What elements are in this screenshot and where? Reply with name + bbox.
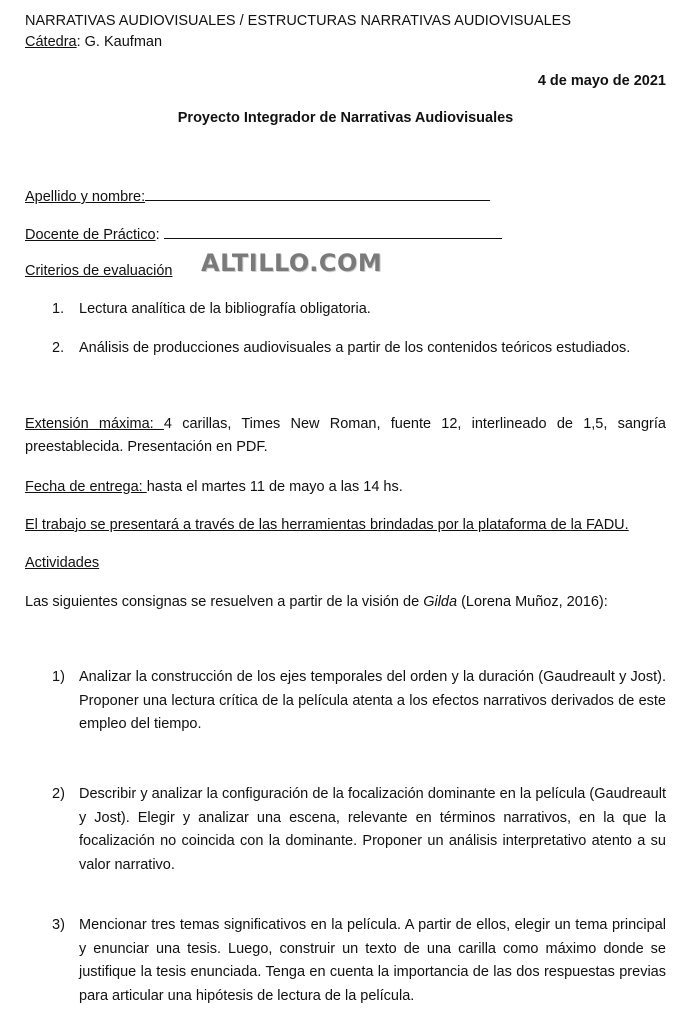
fecha-text: hasta el martes 11 de mayo a las 14 hs. bbox=[146, 479, 403, 495]
activity-number: 3) bbox=[52, 917, 65, 933]
docente-label: Docente de Práctico bbox=[25, 227, 156, 243]
catedra-value: : G. Kaufman bbox=[76, 34, 163, 50]
catedra-label: Cátedra bbox=[25, 34, 77, 50]
document-title: Proyecto Integrador de Narrativas Audiovisuales bbox=[177, 110, 514, 126]
activities-label: Actividades bbox=[25, 555, 100, 571]
apellido-field bbox=[25, 184, 490, 208]
extension-label: Extensión máxima: bbox=[25, 416, 164, 432]
course-header: NARRATIVAS AUDIOVISUALES / ESTRUCTURAS NARRATIVAS AUDIOVISUALES bbox=[25, 13, 572, 29]
activity-number: 1) bbox=[52, 669, 65, 685]
activity-text: Analizar la construcción de los ejes temporales del orden y la duración (Gaudreault y Jost). Proponer una lectura crítica de la película atenta a los efectos narrativos derivados de este empleo del tiempo. bbox=[79, 669, 666, 732]
activity-text: Describir y analizar la configuración de la focalización dominante en la película (Gaudreault y Jost). Elegir y analizar una escena, relevante en términos narrativos, en la que la focalización no coincida con la dominante. Proponer un análisis interpretativo atento a su valor narrativo. bbox=[79, 786, 666, 873]
activity-number: 2) bbox=[52, 786, 65, 802]
intro-film-title: Gilda bbox=[423, 594, 458, 610]
criteria-item-number: 2. bbox=[52, 340, 65, 356]
watermark-logo: ALTILLO.COM bbox=[201, 249, 383, 277]
fecha-label: Fecha de entrega: bbox=[25, 479, 147, 495]
criteria-item-text: Análisis de producciones audiovisuales a partir de los contenidos teóricos estudiados. bbox=[79, 340, 631, 356]
criteria-label: Criterios de evaluación bbox=[25, 263, 173, 279]
intro-before: Las siguientes consignas se resuelven a partir de la visión de bbox=[25, 594, 424, 610]
activity-text: Mencionar tres temas significativos en la película. A partir de ellos, elegir un tema principal y enunciar una tesis. Luego, construir un texto de una carilla como máximo donde se justifique la tesis enunciada. Tenga en cuenta la importancia de las dos respuestas previas para articular una hipótesis de lectura de la película. bbox=[79, 917, 666, 1004]
extension-text: 4 carillas, Times New Roman, fuente 12, interlineado de 1,5, sangría preestablecida. Presentación en PDF. bbox=[25, 416, 666, 455]
docente-field bbox=[25, 222, 502, 246]
extension-paragraph bbox=[25, 413, 666, 459]
catedra-line bbox=[25, 31, 162, 53]
intro-after: (Lorena Muñoz, 2016): bbox=[457, 594, 608, 610]
apellido-label: Apellido y nombre: bbox=[25, 189, 146, 205]
apellido-blank bbox=[145, 184, 490, 201]
docente-blank bbox=[164, 222, 502, 239]
activities-intro bbox=[25, 591, 666, 613]
fecha-paragraph bbox=[25, 476, 403, 498]
criteria-item-number: 1. bbox=[52, 301, 65, 317]
criteria-item-text: Lectura analítica de la bibliografía obligatoria. bbox=[79, 301, 371, 317]
platform-note: El trabajo se presentará a través de las herramientas brindadas por la plataforma de la FADU. bbox=[25, 517, 629, 533]
document-date: 4 de mayo de 2021 bbox=[537, 73, 666, 89]
docente-colon: : bbox=[155, 227, 160, 243]
